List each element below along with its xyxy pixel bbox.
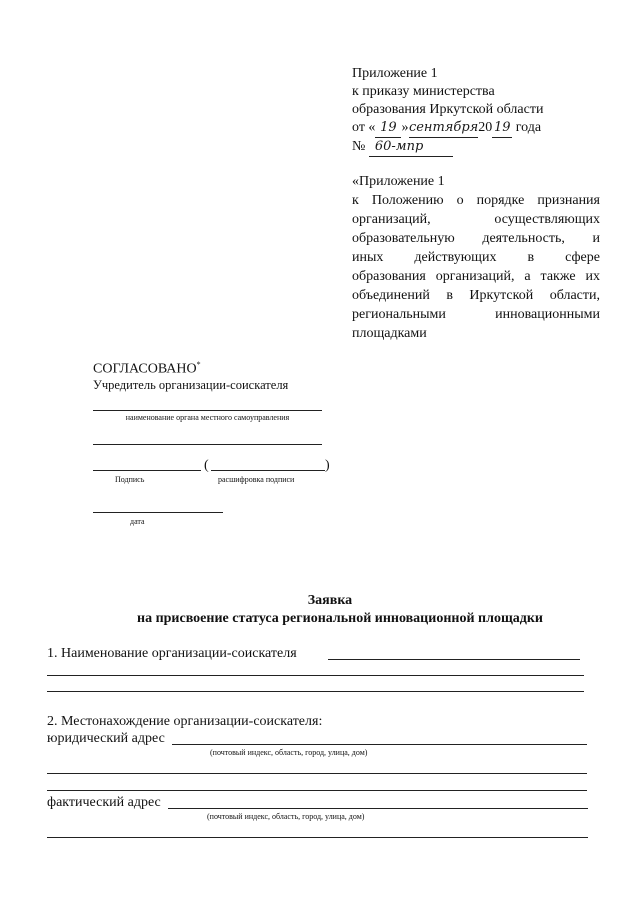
date-mid: » <box>401 120 409 135</box>
application-title: Заявка <box>307 593 353 608</box>
legal-address-field-line-2[interactable] <box>47 773 587 774</box>
date-prefix: от « <box>352 120 376 135</box>
caption-organ: наименование органа местного самоуправления <box>125 413 290 422</box>
number-handwritten: 60-мпр <box>369 137 453 157</box>
date-year-prefix: 20 <box>478 120 493 135</box>
regulation-line: образования организаций, а также их <box>352 269 600 284</box>
regulation-line: к Положению о порядке признания <box>352 193 600 208</box>
actual-address-caption: (почтовый индекс, область, город, улица, дом) <box>207 812 365 821</box>
appendix-line1: Приложение 1 <box>352 66 438 81</box>
date-year-handwritten: 19 <box>492 118 512 138</box>
date-day-handwritten: 19 <box>375 118 401 138</box>
regulation-line: образовательную деятельность, и <box>352 231 600 246</box>
regulation-line: площадками <box>352 326 427 341</box>
actual-address-field[interactable] <box>168 808 588 809</box>
caption-signature: Подпись <box>115 475 145 484</box>
legal-address-label: юридический адрес <box>47 731 165 746</box>
item1-field[interactable] <box>328 659 580 660</box>
organ-name-line <box>93 410 322 411</box>
appendix-line3: образования Иркутской области <box>352 102 544 117</box>
item2-label: 2. Местонахождение организации-соискателя: <box>47 714 323 729</box>
caption-date: дата <box>130 517 145 526</box>
signature-line <box>93 470 201 471</box>
approval-subtitle: Учредитель организации-соискателя <box>93 378 289 392</box>
legal-address-field[interactable] <box>172 744 587 745</box>
item1-field-line-3[interactable] <box>47 691 584 692</box>
application-subtitle: на присвоение статуса региональной инновационной площадки <box>137 611 543 626</box>
decoding-line <box>211 470 325 471</box>
actual-address-field-line-2[interactable] <box>47 837 588 838</box>
regulation-block <box>352 172 600 343</box>
number-prefix: № <box>352 139 366 154</box>
legal-address-caption: (почтовый индекс, область, город, улица, дом) <box>210 748 368 757</box>
item1-label: 1. Наименование организации-соискателя <box>47 646 297 661</box>
regulation-title: «Приложение 1 <box>352 174 445 189</box>
paren-open: ( <box>204 458 209 473</box>
approval-star: * <box>196 360 201 369</box>
item1-field-line-2[interactable] <box>47 675 584 676</box>
regulation-line: организаций, осуществляющих <box>352 212 600 227</box>
appendix-date-line <box>352 118 541 138</box>
regulation-line: иных действующих в сфере <box>352 250 600 265</box>
regulation-line: региональными инновационными <box>352 307 600 322</box>
organ-name-line-2 <box>93 444 322 445</box>
approval-title <box>93 355 201 379</box>
date-month-handwritten: сентября <box>409 118 478 138</box>
appendix-number-line <box>352 137 453 157</box>
regulation-line: объединений в Иркутской области, <box>352 288 600 303</box>
date-suffix: года <box>515 120 542 135</box>
date-line <box>93 512 223 513</box>
caption-decoding: расшифровка подписи <box>218 475 295 484</box>
actual-address-label: фактический адрес <box>47 795 161 810</box>
paren-close: ) <box>325 458 330 473</box>
appendix-line2: к приказу министерства <box>352 84 495 99</box>
approval-title-text: СОГЛАСОВАНО <box>93 361 197 377</box>
legal-address-field-line-3[interactable] <box>47 790 587 791</box>
